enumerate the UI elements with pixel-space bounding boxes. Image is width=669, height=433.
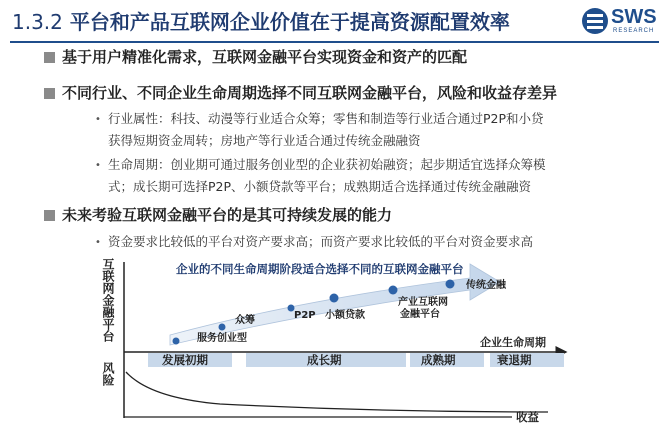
- dot-bullet-icon: •: [95, 160, 101, 171]
- dot-bullet-icon: •: [95, 237, 101, 248]
- platform-label: 小额贷款: [325, 310, 365, 321]
- sub-point-line: 生命周期：创业期可通过服务创业型的企业获初始融资；起步期适宜选择众筹模: [108, 157, 546, 172]
- section-number: 1.3.2: [12, 10, 63, 34]
- stage-label: 衰退期: [497, 353, 532, 367]
- x-axis-label-mid: 企业生命周期: [480, 336, 546, 349]
- platform-label: P2P: [294, 310, 316, 321]
- platform-label: 众筹: [235, 315, 255, 326]
- platform-dot: [389, 286, 398, 295]
- logo-name: SWS: [611, 6, 657, 28]
- point-1: 基于用户精准化需求，互联网金融平台实现资金和资产的匹配: [62, 48, 468, 66]
- title-text: 平台和产品互联网企业价值在于提高资源配置效率: [69, 10, 510, 34]
- sub-point-line: 获得短期资金周转；房地产等行业适合通过传统金融融资: [108, 133, 421, 148]
- return-label: 收益: [516, 410, 539, 424]
- risk-return-curve: [126, 372, 548, 412]
- stage-label: 成熟期: [421, 353, 456, 367]
- platform-label: 金融平台: [400, 309, 440, 320]
- platform-dot: [446, 280, 455, 289]
- stage-label: 发展初期: [162, 353, 208, 367]
- sub-point-line: 式；成长期可选择P2P、小额贷款等平台；成熟期适合选择通过传统金融融资: [108, 179, 532, 194]
- y-axis-label-top: 互联网金融平台: [101, 258, 115, 342]
- point-3: 未来考验互联网金融平台的是其可持续发展的能力: [62, 206, 393, 224]
- platform-label: 传统金融: [466, 280, 506, 291]
- platform-dot: [219, 324, 226, 331]
- logo-sub: RESEARCH: [613, 28, 655, 34]
- sub-point-line: 行业属性：科技、动漫等行业适合众筹；零售和制造等行业适合通过P2P和小贷: [108, 111, 544, 126]
- dot-bullet-icon: •: [95, 114, 101, 125]
- sub-point-line: 资金要求比较低的平台对资产要求高；而资产要求比较低的平台对资金要求高: [108, 234, 534, 249]
- platform-label: 服务创业型: [197, 333, 247, 344]
- platform-label: 产业互联网: [398, 297, 448, 308]
- arrow-label: 企业的不同生命周期阶段适合选择不同的互联网金融平台: [176, 262, 464, 276]
- platform-dot: [330, 294, 339, 303]
- point-2: 不同行业、不同企业生命周期选择不同互联网金融平台，风险和收益存差异: [62, 84, 558, 102]
- stage-label: 成长期: [307, 353, 342, 367]
- y-axis-label-bottom: 风险: [101, 362, 115, 386]
- platform-dot: [173, 338, 180, 345]
